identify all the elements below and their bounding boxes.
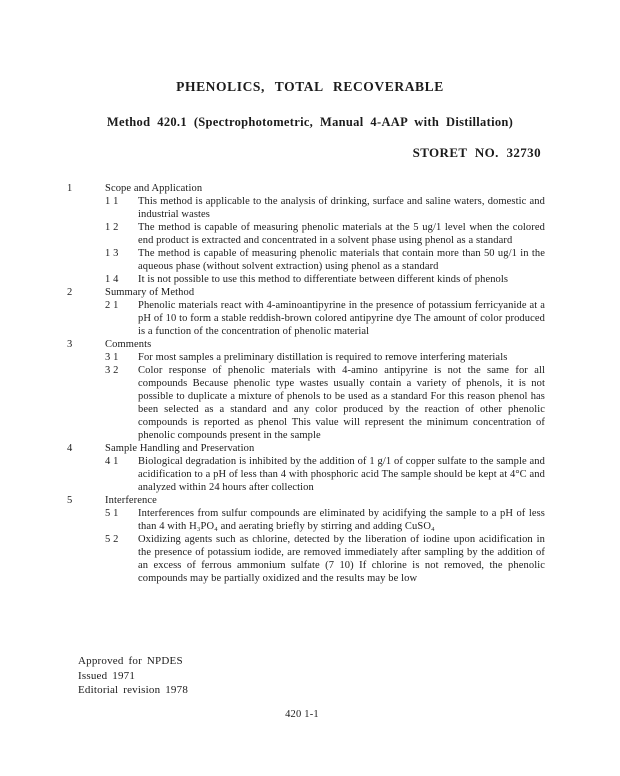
section xyxy=(67,494,545,585)
subsection-text: This method is applicable to the analysis of drinking, surface and saline waters, domestic and industrial wastes xyxy=(138,196,545,220)
section-number: 2 xyxy=(67,287,73,298)
page-number: 420 1-1 xyxy=(285,709,319,720)
footer-line: Issued 1971 xyxy=(78,669,136,682)
footer-line: Approved for NPDES xyxy=(78,655,183,667)
subsection xyxy=(105,247,545,273)
subsection xyxy=(105,221,545,247)
section-title: Interference xyxy=(105,495,157,506)
subsection-text: Phenolic materials react with 4-aminoantipyrine in the presence of potassium ferricyanide at a pH of 10 to form a stable reddish-brown colored antipyrine dye The amount of color produced is a function of the concentration of phenolic material xyxy=(138,300,545,337)
section xyxy=(67,442,545,494)
subsection-text: The method is capable of measuring phenolic materials at the 5 ug/1 level when the colored end product is extracted and concentrated in a solvent phase using phenol as a standard xyxy=(138,222,545,246)
subsection xyxy=(105,533,545,585)
subsection xyxy=(105,299,545,338)
section xyxy=(67,338,545,442)
subsection-number: 4 1 xyxy=(105,456,119,467)
subsection xyxy=(105,273,545,286)
document-body xyxy=(0,182,620,585)
subsection-number: 3 2 xyxy=(105,365,119,376)
subsection-number: 2 1 xyxy=(105,300,119,311)
subsection-number: 1 3 xyxy=(105,248,119,259)
subsection-number: 5 1 xyxy=(105,508,119,519)
document-title: PHENOLICS, TOTAL RECOVERABLE xyxy=(176,79,444,94)
section xyxy=(67,286,545,338)
section-number: 5 xyxy=(67,495,73,506)
subsection-text: The method is capable of measuring phenolic materials that contain more than 50 ug/1 in the aqueous phase (without solvent extraction) using phenol as a standard xyxy=(138,248,545,272)
section-title: Comments xyxy=(105,339,152,350)
subsection-text: Color response of phenolic materials with 4-amino antipyrine is not the same for all compounds Because phenolic type wastes usually contain a variety of phenols, it is not possible to duplicate a mixture of phenols to be used as a standard For this reason phenol has been selected as a standard and any color produced by the reaction of other phenolic compounds is reported as phenol This value will represent the minimum concentration of phenolic compounds present in the sample xyxy=(138,365,545,441)
subsection-number: 1 4 xyxy=(105,274,119,285)
subsection-number: 3 1 xyxy=(105,352,119,363)
footer-line: Editorial revision 1978 xyxy=(78,684,189,696)
section-number: 1 xyxy=(67,183,73,194)
storet-number: STORET NO. 32730 xyxy=(412,145,541,160)
subsection xyxy=(105,455,545,494)
method-title: Method 420.1 (Spectrophotometric, Manual 4-AAP with Distillation) xyxy=(106,115,514,129)
subsection-text: Interferences from sulfur compounds are eliminated by acidifying the sample to a pH of less than 4 with H₃PO₄ and aerating briefly by stirring and adding CuSO₄ xyxy=(138,508,545,532)
section-title: Summary of Method xyxy=(105,287,195,298)
section-number: 4 xyxy=(67,443,73,454)
subsection-number: 1 1 xyxy=(105,196,119,207)
subsection-text: For most samples a preliminary distillation is required to remove interfering materials xyxy=(138,352,508,363)
footer xyxy=(78,654,188,698)
section xyxy=(67,182,545,286)
subsection-text: Biological degradation is inhibited by the addition of 1 g/1 of copper sulfate to the sample and acidification to a pH of less than 4 with phosphoric acid The sample should be kept at 4°C and analyzed within 24 hours after collection xyxy=(138,456,545,493)
subsection-text: Oxidizing agents such as chlorine, detected by the liberation of iodine upon acidification in the presence of potassium iodide, are removed immediately after sampling by the addition of an excess of ferrous ammonium sulfate (7 10) If chlorine is not removed, the phenolic compounds may be partially oxidized and the results may be low xyxy=(138,534,545,584)
section-number: 3 xyxy=(67,339,73,350)
subsection-number: 1 2 xyxy=(105,222,119,233)
subsection xyxy=(105,351,545,364)
section-title: Scope and Application xyxy=(105,183,203,194)
section-title: Sample Handling and Preservation xyxy=(105,443,255,454)
subsection xyxy=(105,507,545,533)
subsection-number: 5 2 xyxy=(105,534,119,545)
subsection xyxy=(105,364,545,442)
subsection xyxy=(105,195,545,221)
subsection-text: It is not possible to use this method to differentiate between different kinds of phenols xyxy=(138,274,509,285)
